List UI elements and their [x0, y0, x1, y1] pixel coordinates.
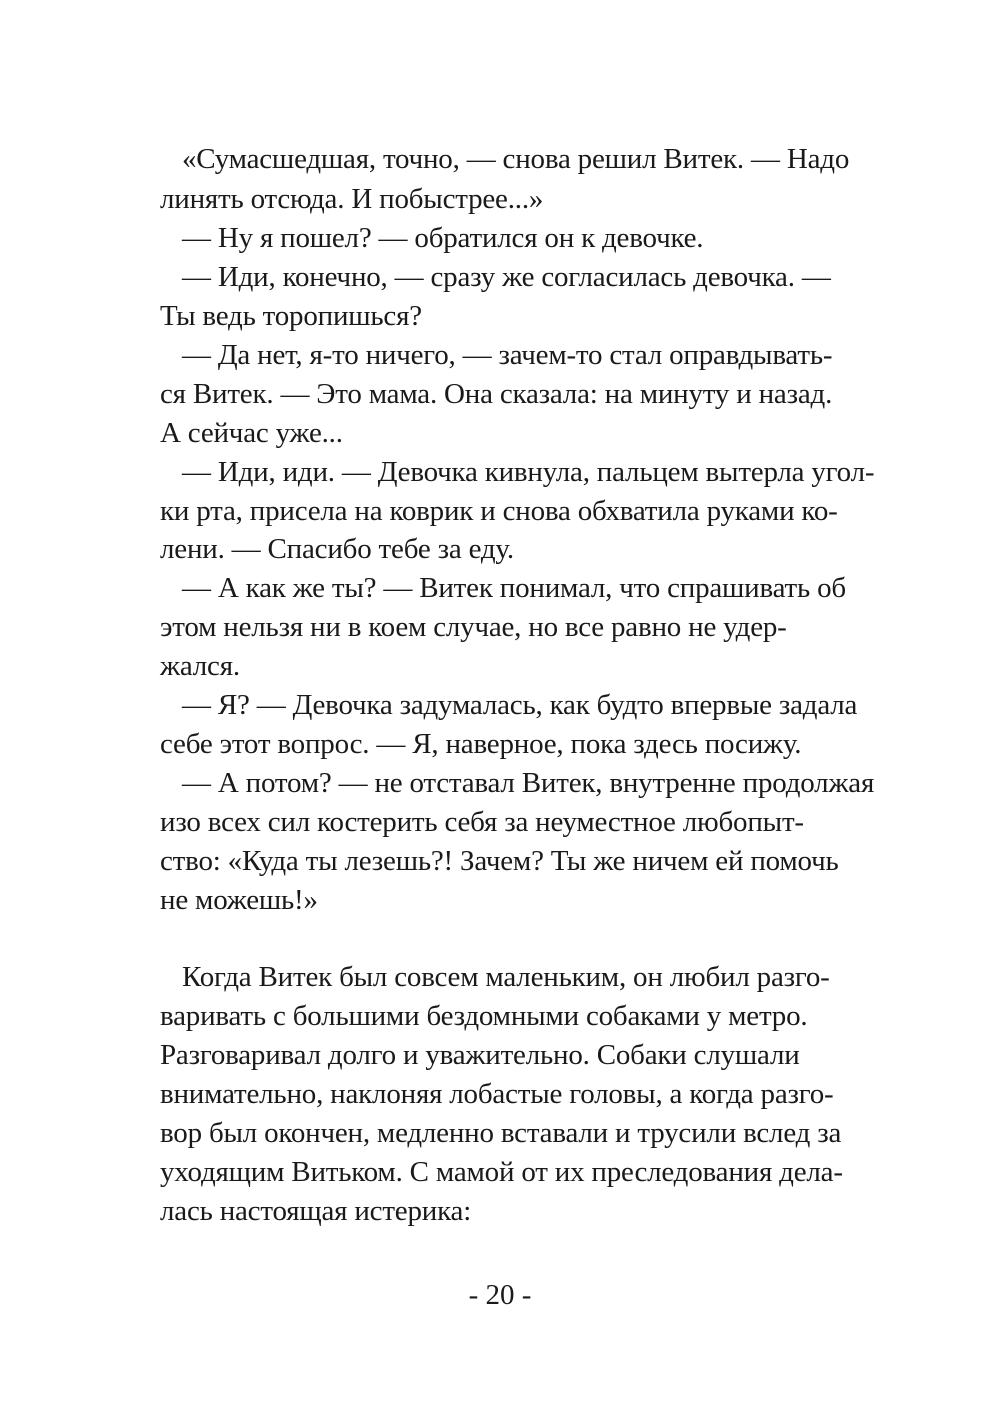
text-line: — Ну я пошел? — обратился он к девочке. — [182, 222, 704, 254]
text-line: варивать с большими бездомными собаками у метро. — [160, 1000, 808, 1032]
text-line: линять отсюда. И побыстрее...» — [160, 183, 544, 215]
text-line: — Иди, конечно, — сразу же согласилась девочка. — — [182, 261, 831, 293]
text-line: жался. — [160, 650, 240, 682]
text-line: «Сумасшедшая, точно, — снова решил Витек. — Надо — [182, 143, 850, 175]
text-line: — Я? — Девочка задумалась, как будто впервые задала — [182, 689, 858, 721]
text-line: уходящим Витьком. С мамой от их преследования дела- — [160, 1156, 843, 1188]
text-line: — Иди, иди. — Девочка кивнула, пальцем вытерла угол- — [182, 456, 875, 488]
text-line: этом нельзя ни в коем случае, но все равно не удер- — [160, 611, 787, 643]
text-line: ки рта, присела на коврик и снова обхватила руками ко- — [160, 495, 838, 527]
text-line: лени. — Спасибо тебе за еду. — [160, 533, 514, 565]
text-line: — А потом? — не отставал Витек, внутренне продолжая — [182, 767, 875, 799]
text-line: Разговаривал долго и уважительно. Собаки слушали — [160, 1039, 800, 1071]
text-line: не можешь!» — [160, 884, 318, 916]
text-line: Когда Витек был совсем маленьким, он любил разго- — [182, 961, 830, 993]
page-number: - 20 - — [468, 1279, 532, 1311]
text-line: Ты ведь торопишься? — [160, 300, 422, 332]
text-line: — Да нет, я-то ничего, — зачем-то стал оправдывать- — [182, 339, 833, 371]
text-line: себе этот вопрос. — Я, наверное, пока здесь посижу. — [160, 728, 802, 760]
text-line: ся Витек. — Это мама. Она сказала: на минуту и назад. — [160, 378, 833, 410]
text-line: лась настоящая истерика: — [160, 1195, 472, 1227]
text-line: — А как же ты? — Витек понимал, что спрашивать об — [182, 572, 846, 604]
text-line: изо всех сил костерить себя за неуместное любопыт- — [160, 806, 804, 838]
text-line: вор был окончен, медленно вставали и трусили вслед за — [160, 1117, 842, 1149]
text-line: ство: «Куда ты лезешь?! Зачем? Ты же ничем ей помочь — [160, 845, 839, 877]
text-line: внимательно, наклоняя лобастые головы, а когда разго- — [160, 1078, 834, 1110]
text-line: А сейчас уже... — [160, 417, 343, 449]
